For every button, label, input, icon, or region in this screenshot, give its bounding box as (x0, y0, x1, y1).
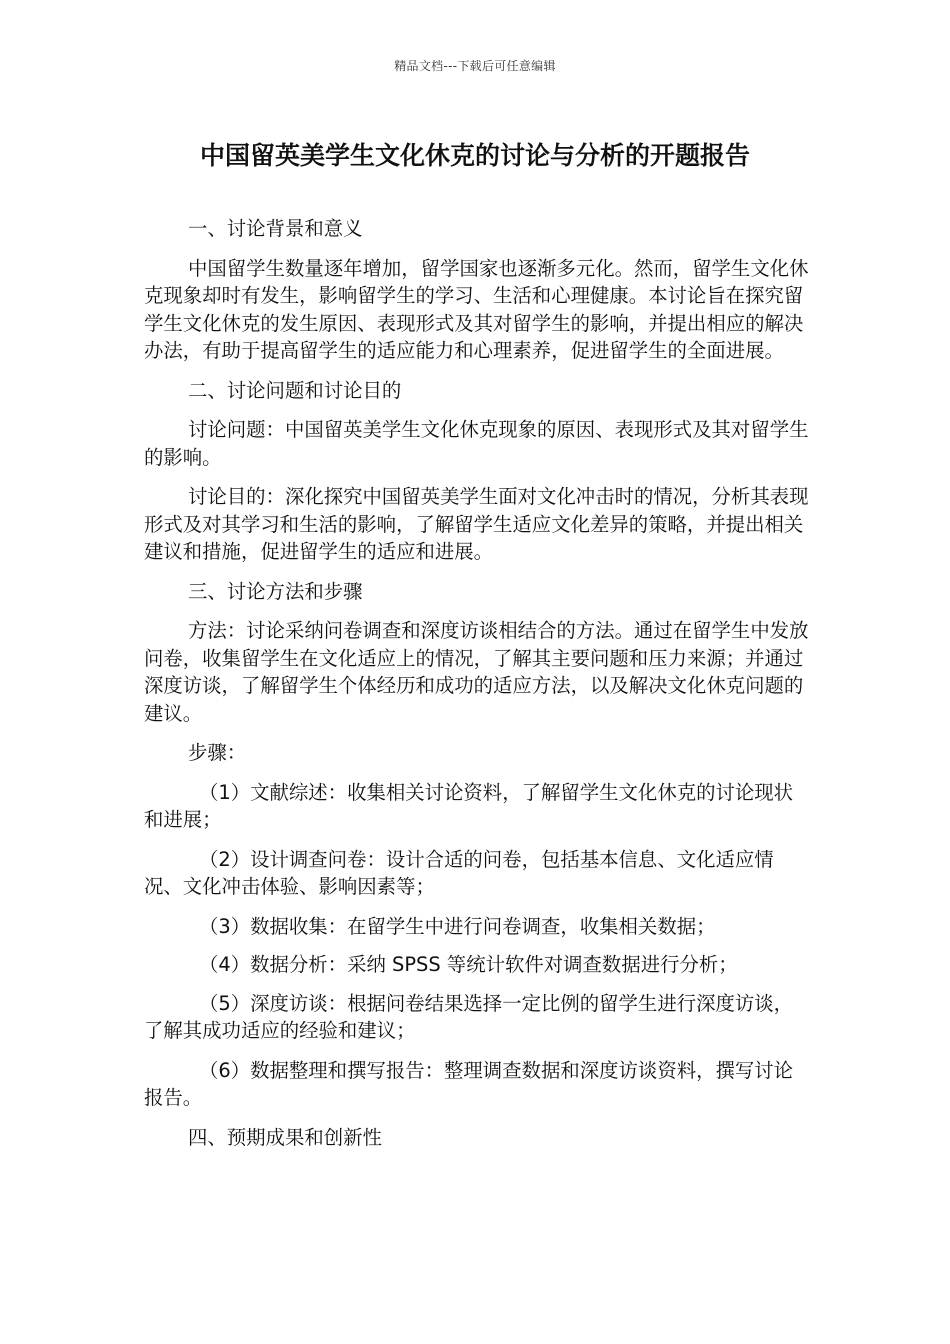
step-item: （6）数据整理和撰写报告：整理调查数据和深度访谈资料，撰写讨论报告。 (144, 1058, 794, 1109)
section-2-heading: 二、讨论问题和讨论目的 (188, 378, 402, 402)
step-item: （4）数据分析：采纳 SPSS 等统计软件对调查数据进行分析； (199, 953, 738, 976)
section-2-purpose-paragraph: 讨论目的：深化探究中国留英美学生面对文化冲击时的情况，分析其表现形式及对其学习和生活的影响，了解留学生适应文化差异的策略，并提出相关建议和措施，促进留学生的适应和进展。 (144, 485, 809, 563)
step-item: （1）文献综述：收集相关讨论资料，了解留学生文化休克的讨论现状和进展； (144, 780, 794, 831)
section-3-heading: 三、讨论方法和步骤 (188, 579, 363, 603)
section-1-paragraph: 中国留学生数量逐年增加，留学国家也逐渐多元化。然而，留学生文化休克现象却时有发生，影响留学生的学习、生活和心理健康。本讨论旨在探究留学生文化休克的发生原因、表现形式及其对留学生的影响，并提出相应的解决办法，有助于提高留学生的适应能力和心理素养，促进留学生的全面进展。 (144, 256, 809, 362)
section-3-method-paragraph: 方法：讨论采纳问卷调查和深度访谈相结合的方法。通过在留学生中发放问卷，收集留学生在文化适应上的情况，了解其主要问题和压力来源；并通过深度访谈，了解留学生个体经历和成功的适应方法，以及解决文化休克问题的建议。 (144, 619, 809, 725)
section-3-steps-label: 步骤： (188, 741, 247, 764)
header-note: 精品文档---下载后可任意编辑 (394, 59, 556, 73)
step-item: （5）深度访谈：根据问卷结果选择一定比例的留学生进行深度访谈，了解其成功适应的经验和建议； (144, 991, 794, 1042)
section-4-heading: 四、预期成果和创新性 (188, 1125, 382, 1149)
step-item: （3）数据收集：在留学生中进行问卷调查，收集相关数据； (199, 914, 716, 938)
document-title: 中国留英美学生文化休克的讨论与分析的开题报告 (199, 141, 750, 170)
document-body (144, 215, 810, 1163)
section-2-question-paragraph: 讨论问题：中国留英美学生文化休克现象的原因、表现形式及其对留学生的影响。 (144, 418, 809, 469)
step-item: （2）设计调查问卷：设计合适的问卷，包括基本信息、文化适应情况、文化冲击体验、影响因素等； (144, 847, 774, 898)
section-1-heading: 一、讨论背景和意义 (188, 217, 363, 240)
